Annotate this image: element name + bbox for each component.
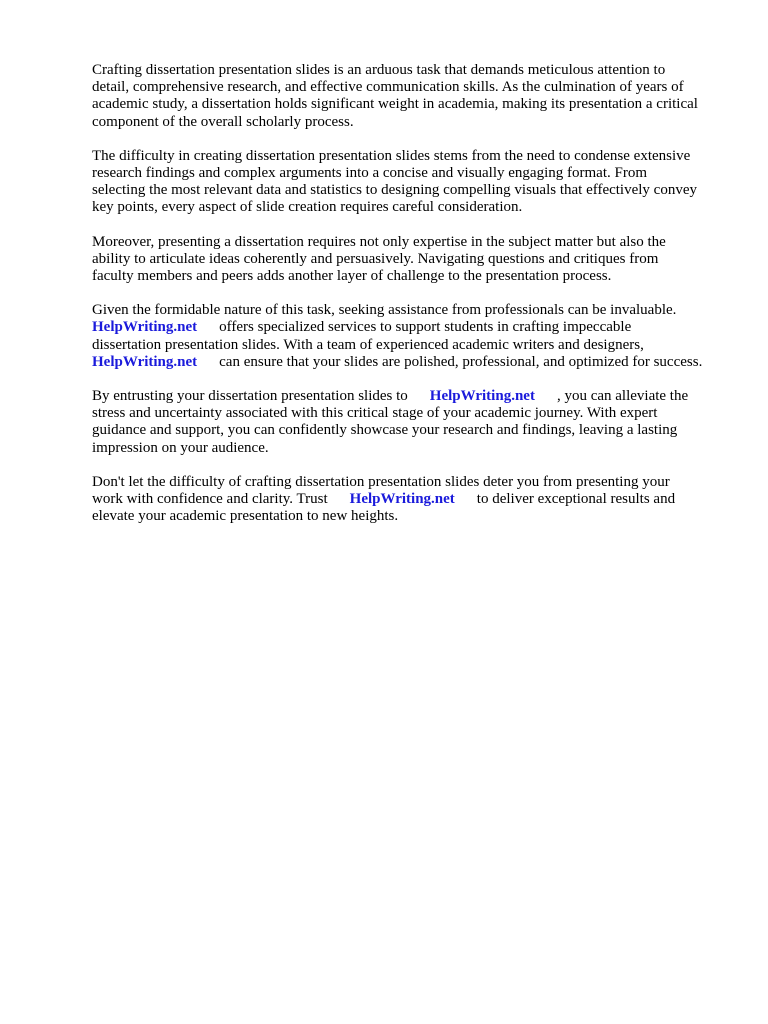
- paragraph-intro: [92, 62, 732, 131]
- text-line: selecting the most relevant data and statistics to designing compelling visuals that effectively convey: [92, 182, 697, 199]
- text-line: faculty members and peers adds another layer of challenge to the presentation process.: [92, 268, 612, 285]
- paragraph-closing: [92, 474, 732, 526]
- helpwriting-link[interactable]: HelpWriting.net: [92, 353, 198, 370]
- text-line: key points, every aspect of slide creation requires careful consideration.: [92, 199, 523, 216]
- text-line: Given the formidable nature of this task, seeking assistance from professionals can be invaluable.: [92, 302, 677, 319]
- text-line: detail, comprehensive research, and effective communication skills. As the culmination of years of: [92, 79, 684, 96]
- text-fragment: , you can alleviate the: [556, 388, 689, 405]
- paragraph-difficulty: [92, 148, 732, 217]
- text-line: Don't let the difficulty of crafting dissertation presentation slides deter you from presenting your: [92, 473, 670, 490]
- text-line: academic study, a dissertation holds significant weight in academia, making its presentation a critical: [92, 96, 698, 113]
- text-fragment: By entrusting your dissertation presentation slides to: [92, 388, 408, 405]
- text-line: dissertation presentation slides. With a team of experienced academic writers and designers,: [92, 336, 644, 353]
- text-line: [92, 319, 732, 336]
- paragraph-assistance: [92, 302, 732, 371]
- text-line: research findings and complex arguments into a concise and visually engaging format. From: [92, 165, 647, 182]
- text-line: stress and uncertainty associated with this critical stage of your academic journey. With expert: [92, 405, 658, 422]
- text-fragment: offers specialized services to support students in crafting impeccable: [219, 319, 632, 336]
- text-line: impression on your audience.: [92, 439, 269, 456]
- text-line: [92, 388, 732, 405]
- helpwriting-link[interactable]: HelpWriting.net: [349, 491, 455, 508]
- text-line: component of the overall scholarly process.: [92, 113, 354, 130]
- text-line: guidance and support, you can confidently showcase your research and findings, leaving a lasting: [92, 422, 678, 439]
- text-fragment: to deliver exceptional results and: [476, 491, 676, 508]
- text-line: elevate your academic presentation to new heights.: [92, 508, 399, 525]
- text-line: [92, 354, 732, 371]
- helpwriting-link[interactable]: HelpWriting.net: [92, 319, 198, 336]
- paragraph-moreover: [92, 234, 732, 286]
- helpwriting-link[interactable]: HelpWriting.net: [429, 388, 535, 405]
- text-line: ability to articulate ideas coherently and persuasively. Navigating questions and critiques from: [92, 250, 659, 267]
- paragraph-entrusting: [92, 388, 732, 457]
- text-fragment: work with confidence and clarity. Trust: [92, 491, 328, 508]
- text-line: Crafting dissertation presentation slides is an arduous task that demands meticulous attention to: [92, 62, 666, 78]
- text-line: The difficulty in creating dissertation presentation slides stems from the need to condense extensive: [92, 147, 691, 164]
- document-body: [92, 62, 732, 542]
- text-line: [92, 491, 732, 508]
- text-line: Moreover, presenting a dissertation requires not only expertise in the subject matter but also the: [92, 233, 666, 250]
- text-fragment: can ensure that your slides are polished, professional, and optimized for success.: [219, 353, 703, 370]
